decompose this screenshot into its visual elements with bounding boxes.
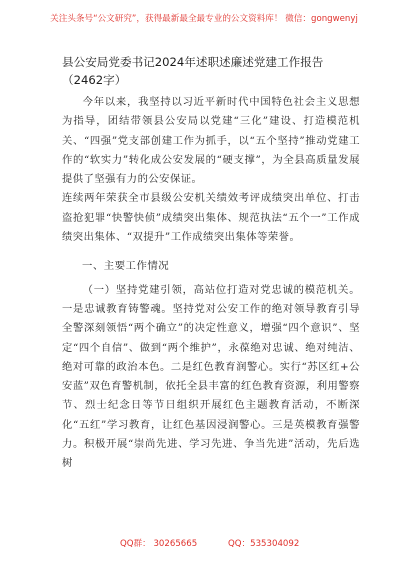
document-body	[62, 93, 360, 474]
paragraph-section-one: （一）坚持党建引领，高站位打造对党忠诚的模范机关。一是忠诚教育铸警魂。坚持党对公安工作的绝对领导教育引导全警深刻领悟“两个确立”的决定性意义，增强“四个意识”、坚定“四个自信”、做到“两个维护”，永葆绝对忠诚、绝对纯洁、绝对可靠的政治本色。二是红色教育润警心。实行“苏区红+公安蓝”双色育警机制，依托全县丰富的红色教育资源，利用警察节、烈士纪念日等节日组织开展红色主题教育活动，不断深化“五红”学习教育，让红色基因浸润警心。三是英模教育强警力。积极开展“崇尚先进、学习先进、争当先进”活动，先后选树	[62, 283, 360, 470]
paragraph-honors: 连续两年荣获全市县级公安机关绩效考评成绩突出单位、打击盗抢犯罪“快警快侦”成绩突出集体、规范执法“五个一”工作成绩突出集体、“双提升”工作成绩突出集体等荣誉。	[62, 192, 360, 244]
paragraph-intro: 今年以来，我坚持以习近平新时代中国特色社会主义思想为指导，团结带领县公安局以党建“三化”建设、打造模范机关、“四强”党支部创建工作为抓手，以“五个坚持”推动党建工作的“软实力”转化成公安发展的“硬支撑”，为全县高质量发展提供了坚强有力的公安保证。	[62, 96, 360, 186]
section-heading: 一、主要工作情况	[82, 260, 170, 273]
header-banner	[0, 0, 408, 38]
document-title: 县公安局党委书记2024年述职述廉述党建工作报告（2462字）	[62, 55, 324, 87]
qq-group-text: QQ群： 30265665	[120, 539, 198, 549]
qq-number-text: QQ：535304092	[228, 539, 300, 549]
banner-text: 关注头条号“公文研究”，获得最新最全最专业的公文资料库！ 微信：gongwenyj	[50, 14, 358, 24]
footer-contact	[0, 537, 408, 557]
